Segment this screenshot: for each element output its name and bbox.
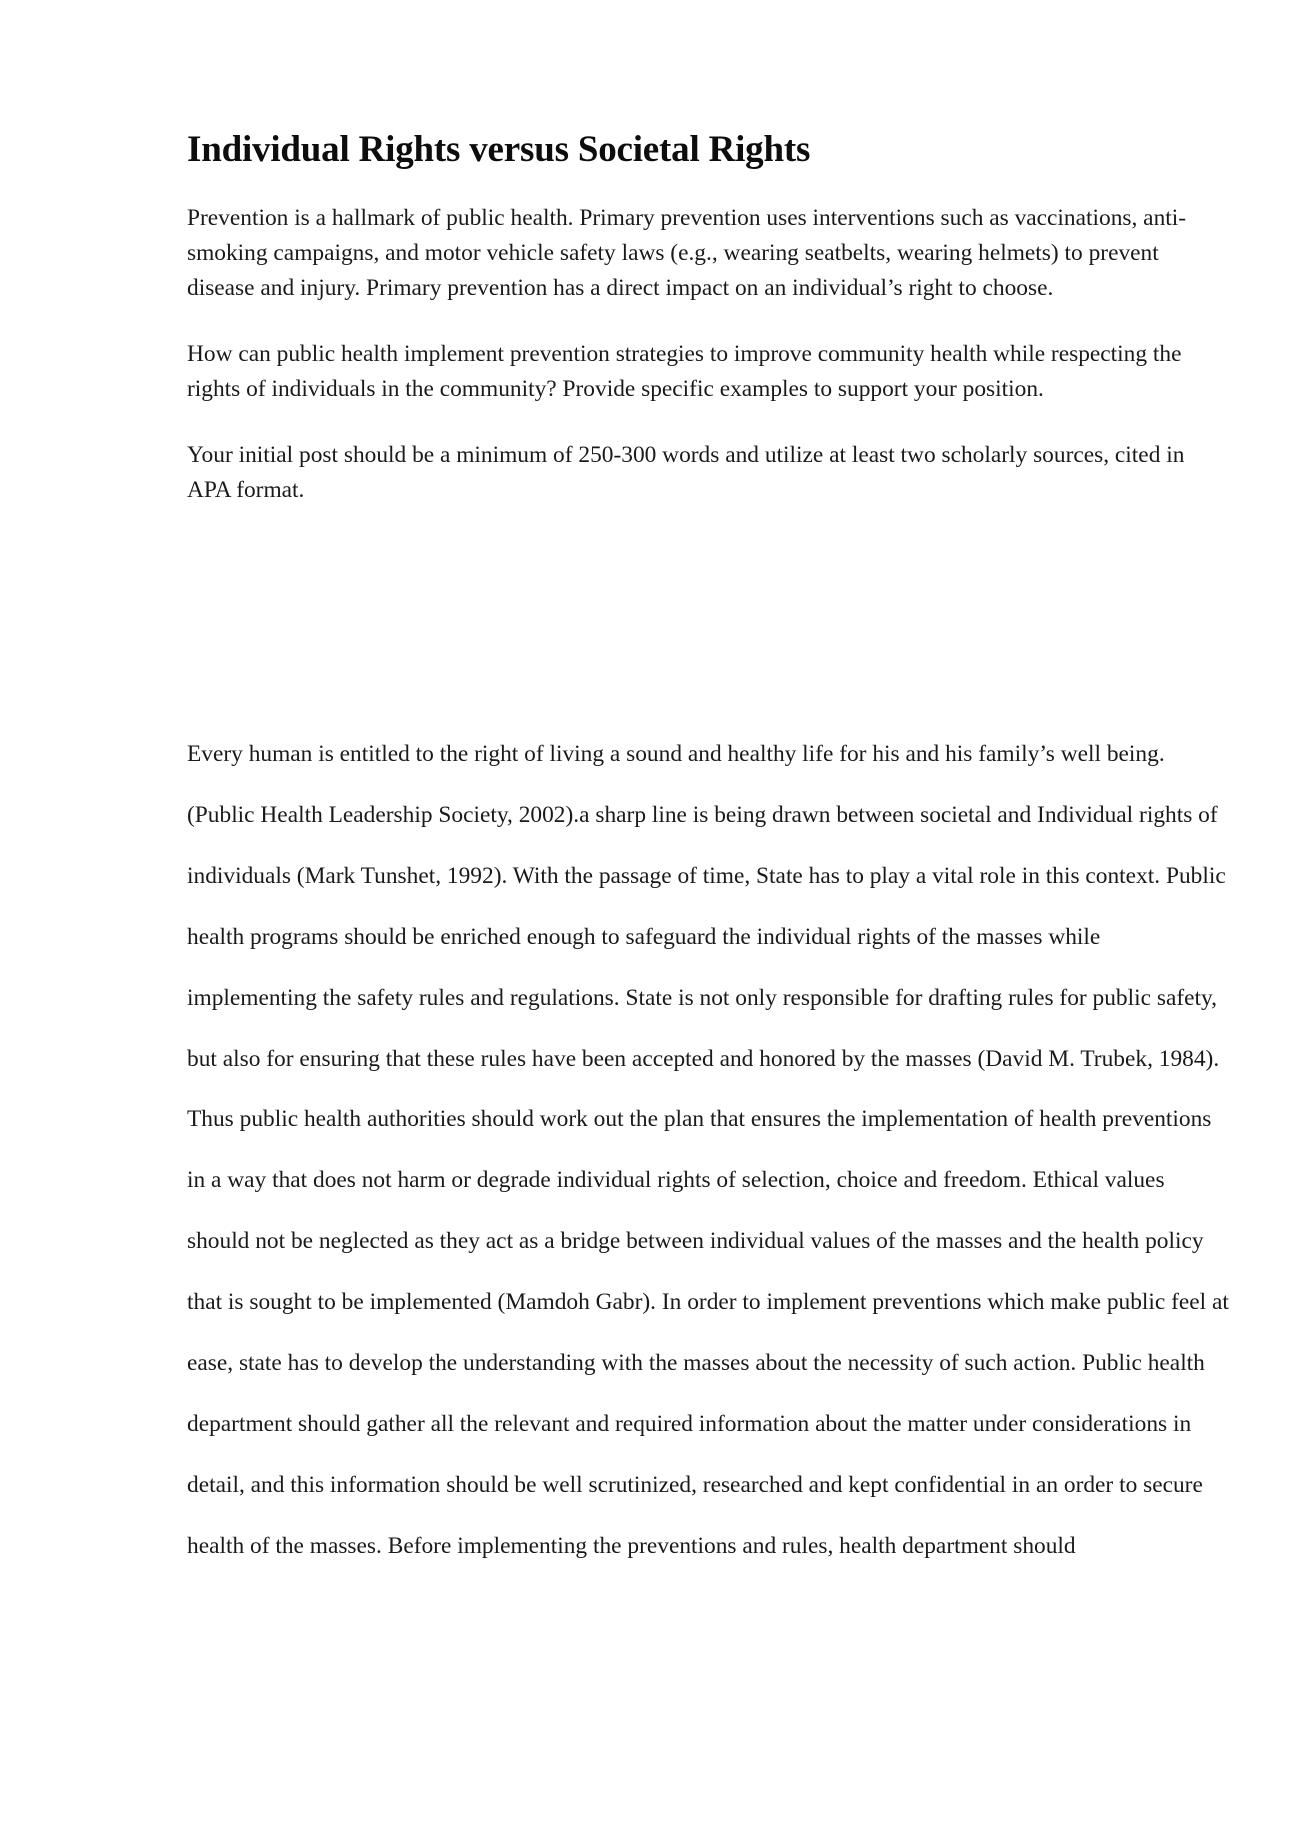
prompt-paragraph-1: Prevention is a hallmark of public health. Primary prevention uses interventions such as vaccinations, anti-smoking campaigns, and motor vehicle safety laws (e.g., wearing seatbelts, wearing helmets) to prevent disease and injury. Primary prevention has a direct impact on an individual’s right to choose.: [187, 205, 1187, 301]
document-header-section: [187, 128, 1229, 539]
prompt-section: [187, 201, 1229, 508]
prompt-paragraph-3: Your initial post should be a minimum of 250-300 words and utilize at least two scholarly sources, cited in APA format.: [187, 442, 1185, 503]
prompt-paragraph-2: How can public health implement prevention strategies to improve community health while respecting the rights of individuals in the community? Provide specific examples to support your position.: [187, 341, 1182, 402]
document-title: Individual Rights versus Societal Rights: [187, 129, 811, 170]
response-paragraph: Every human is entitled to the right of living a sound and healthy life for his and his family’s well being. (Public Health Leadership Society, 2002).a sharp line is being drawn between societal and Individual rights of individuals (Mark Tunshet, 1992). With the passage of time, State has to play a vital role in this context. Public health programs should be enriched enough to safeguard the individual rights of the masses while implementing the safety rules and regulations. State is not only responsible for drafting rules for public safety, but also for ensuring that these rules have been accepted and honored by the masses (David M. Trubek, 1984). Thus public health authorities should work out the plan that ensures the implementation of health preventions in a way that does not harm or degrade individual rights of selection, choice and freedom. Ethical values should not be neglected as they act as a bridge between individual values of the masses and the health policy that is sought to be implemented (Mamdoh Gabr). In order to implement preventions which make public feel at ease, state has to develop the understanding with the masses about the necessity of such action. Public health department should gather all the relevant and required information about the matter under considerations in detail, and this information should be well scrutinized, researched and kept confidential in an order to secure health of the masses. Before implementing the preventions and rules, health department should: [187, 741, 1229, 1559]
response-section: [187, 724, 1229, 1577]
